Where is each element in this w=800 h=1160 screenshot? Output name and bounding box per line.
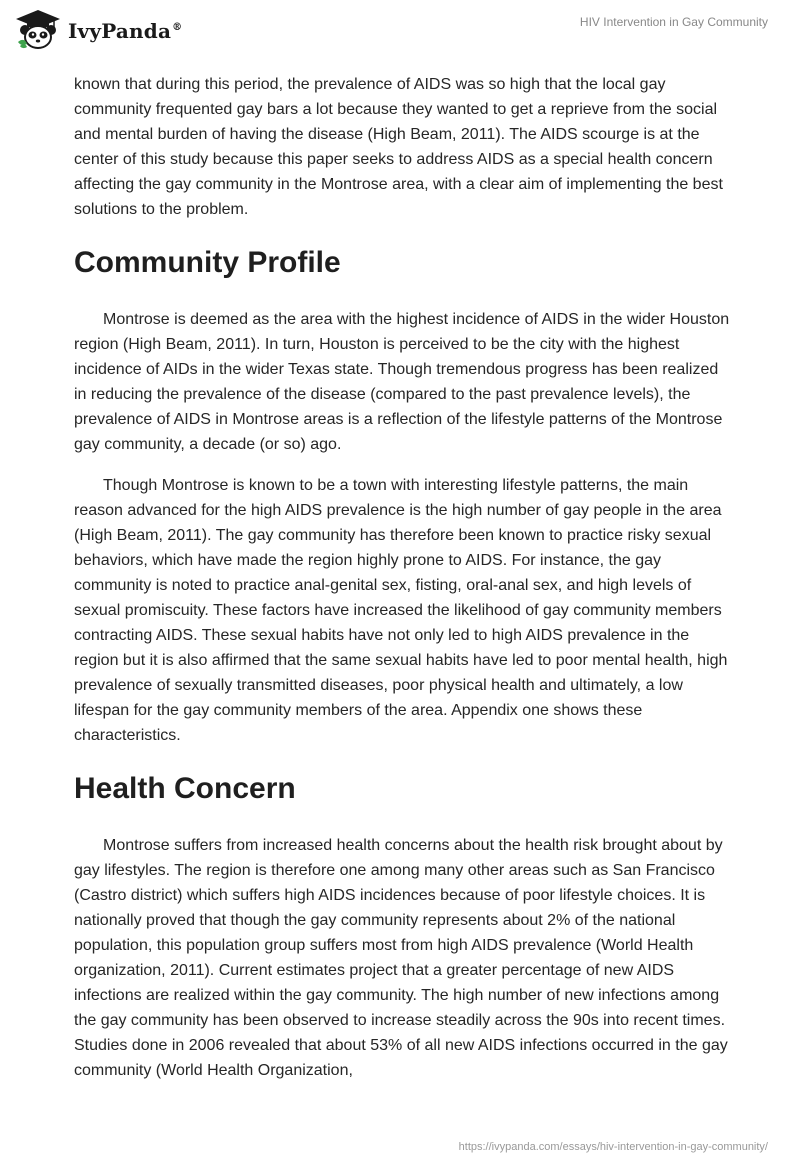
essay-body [74, 72, 734, 1099]
body-paragraph: Though Montrose is known to be a town with interesting lifestyle patterns, the main reason advanced for the high AIDS prevalence is the high number of gay people in the area (High Beam, 2011). The gay community has therefore been known to practice risky sexual behaviors, which have made the region highly prone to AIDS. For instance, the gay community is noted to practice anal-genital sex, fisting, oral-anal sex, and high levels of sexual promiscuity. These factors have increased the likelihood of gay community members contracting AIDS. These sexual habits have not only led to high AIDS prevalence in the region but it is also affirmed that the same sexual habits have led to poor mental health, high prevalence of sexually transmitted diseases, poor physical health and ultimately, a low lifespan for the gay community members of the area. Appendix one shows these characteristics. [74, 477, 728, 744]
document-title: HIV Intervention in Gay Community [579, 15, 768, 29]
body-paragraph: Montrose is deemed as the area with the highest incidence of AIDS in the wider Houston region (High Beam, 2011). In turn, Houston is perceived to be the city with the highest incidence of AIDs in the wider Texas state. Though tremendous progress has been realized in reducing the prevalence of the disease (compared to the past prevalence levels), the prevalence of AIDS in Montrose areas is a reflection of the lifestyle patterns of the Montrose gay community, a decade (or so) ago. [74, 311, 730, 453]
page-header [0, 0, 800, 70]
intro-paragraph: known that during this period, the prevalence of AIDS was so high that the local gay community frequented gay bars a lot because they wanted to get a reprieve from the social and mental burden of having the disease (High Beam, 2011). The AIDS scourge is at the center of this study because this paper seeks to address AIDS as a special health concern affecting the gay community in the Montrose area, with a clear aim of implementing the best solutions to the problem. [74, 76, 723, 218]
panda-graduation-cap-icon [14, 8, 62, 50]
section-heading-health-concern: Health Concern [74, 772, 296, 805]
body-paragraph: Montrose suffers from increased health concerns about the health risk brought about by gay lifestyles. The region is therefore one among many other areas such as San Francisco (Castro district) which suffers high AIDS incidences because of poor lifestyle choices. It is nationally proved that though the gay community represents about 2% of the national population, this population group suffers most from high AIDS prevalence (World Health organization, 2011). Current estimates project that a greater percentage of new AIDS infections are realized within the gay community. The high number of new infections among the gay community has been observed to increase steadily across the 90s into recent times. Studies done in 2006 revealed that about 53% of all new AIDS infections occurred in the gay community (World Health Organization, [74, 837, 728, 1079]
ivypanda-logo[interactable] [14, 8, 182, 50]
source-url[interactable]: https://ivypanda.com/essays/hiv-intervention-in-gay-community/ [458, 1141, 768, 1153]
logo-wordmark: IvyPanda® [68, 19, 183, 43]
section-heading-community-profile: Community Profile [74, 246, 341, 279]
